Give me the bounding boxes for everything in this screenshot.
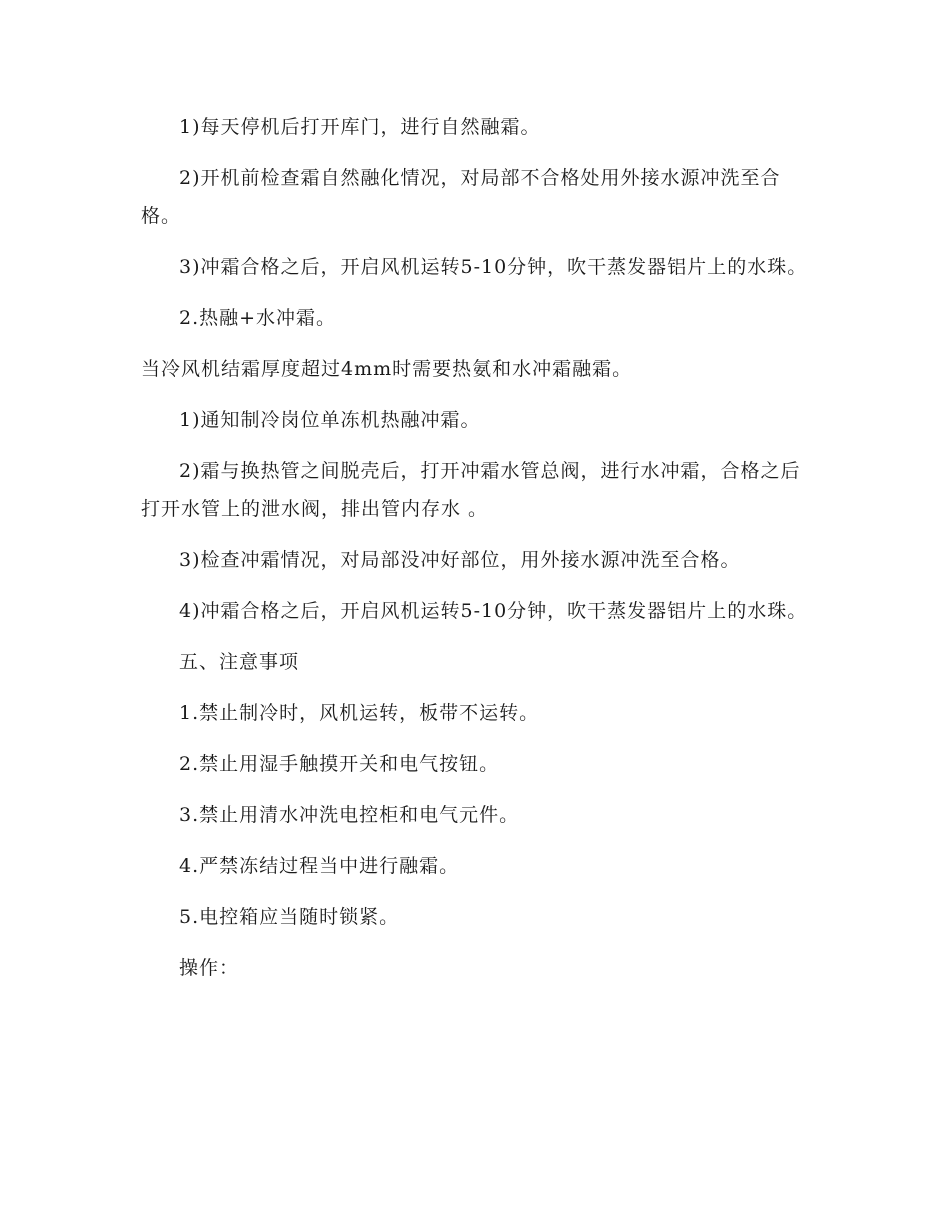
section-heading-operation: 操作： — [179, 957, 240, 979]
precaution-item-3: 3.禁止用清水冲洗电控柜和电气元件。 — [179, 804, 520, 826]
document-body — [141, 108, 811, 1000]
precaution-item-1: 1.禁止制冷时，风机运转，板带不运转。 — [179, 702, 540, 724]
section-heading-hot-water-defrost: 2.热融+水冲霜。 — [179, 307, 337, 329]
paragraph-natural-defrost-step-1: 1)每天停机后打开库门，进行自然融霜。 — [179, 116, 541, 138]
paragraph-hot-water-step-4: 4)冲霜合格之后，开启风机运转5-10分钟，吹干蒸发器铝片上的水珠。 — [179, 600, 808, 622]
paragraph-hot-water-step-3: 3)检查冲霜情况，对局部没冲好部位，用外接水源冲洗至合格。 — [179, 549, 741, 571]
paragraph-natural-defrost-step-3: 3)冲霜合格之后，开启风机运转5-10分钟，吹干蒸发器铝片上的水珠。 — [179, 256, 808, 278]
paragraph-hot-water-step-1: 1)通知制冷岗位单冻机热融冲霜。 — [179, 409, 481, 431]
paragraph-natural-defrost-step-2: 2)开机前检查霜自然融化情况，对局部不合格处用外接水源冲洗至合格。 — [141, 167, 781, 227]
paragraph-hot-water-intro: 当冷风机结霜厚度超过4mm时需要热氨和水冲霜融霜。 — [141, 358, 633, 380]
section-heading-precautions: 五、注意事项 — [179, 651, 300, 673]
precaution-item-5: 5.电控箱应当随时锁紧。 — [179, 906, 400, 928]
precaution-item-2: 2.禁止用湿手触摸开关和电气按钮。 — [179, 753, 500, 775]
precaution-item-4: 4.严禁冻结过程当中进行融霜。 — [179, 855, 460, 877]
paragraph-hot-water-step-2: 2)霜与换热管之间脱壳后，打开冲霜水管总阀，进行水冲霜，合格之后打开水管上的泄水阀，排出管内存水 。 — [141, 460, 801, 520]
